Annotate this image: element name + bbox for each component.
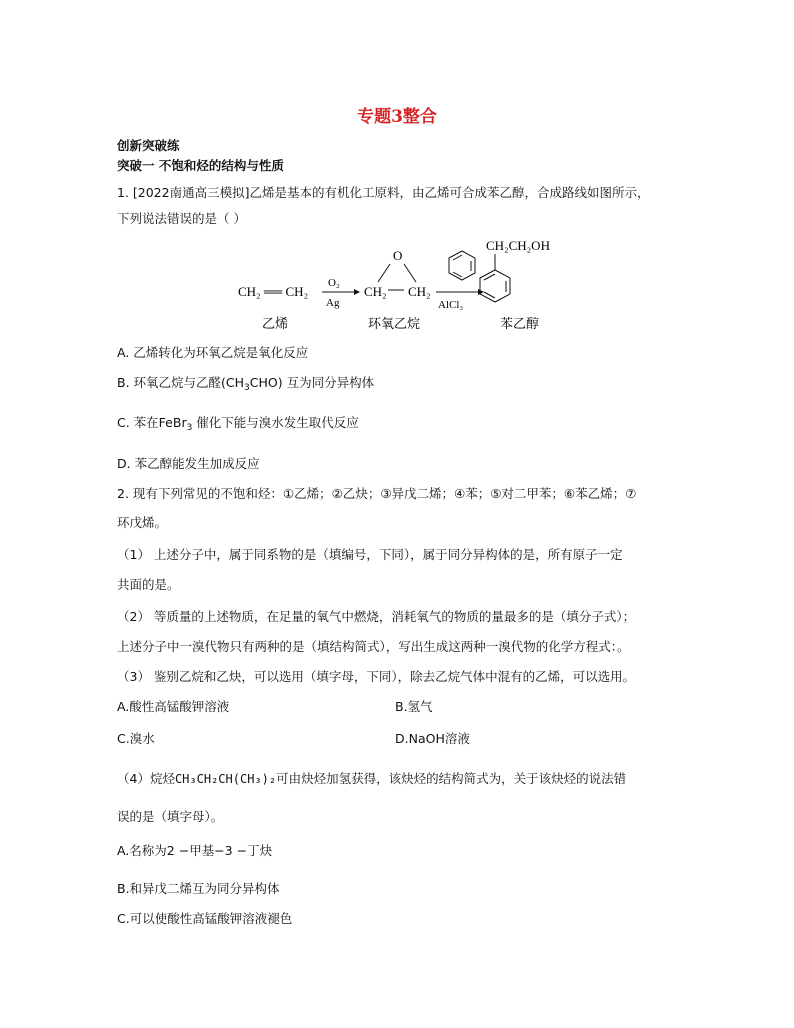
q2-stem-line2: 环戊烯。 <box>117 515 168 530</box>
q1-option-c-sub: 3 <box>186 423 193 433</box>
q2-part1-line1: （1） 上述分子中，属于同系物的是（填编号，下同），属于同分异构体的是，所有原子一定 <box>117 547 623 562</box>
q2-part4-option-c: C.可以使酸性高锰酸钾溶液褪色 <box>117 911 293 926</box>
arrow-head-1 <box>354 289 360 295</box>
name-ethylene: 乙烯 <box>262 316 289 331</box>
q1-option-c-pre: C. 苯在FeBr <box>117 415 187 430</box>
q2-part4-post: 可由炔烃加氢获得，该炔烃的结构简式为，关于该炔烃的说法错 <box>276 771 627 786</box>
q1-stem-line1: 1. [2022南通高三模拟]乙烯是基本的有机化工原料，由乙烯可合成苯乙醇，合成路线如图所示， <box>117 185 650 200</box>
subsection-heading: 突破一 不饱和烃的结构与性质 <box>117 158 284 173</box>
reagent-o2: O₂ <box>328 277 340 289</box>
page-title: 专题3整合 <box>357 107 437 127</box>
q1-option-b-pre: B. 环氧乙烷与乙醛(CH <box>117 375 245 390</box>
q2-part3-option-d: D.NaOH溶液 <box>395 731 470 746</box>
ethylene-formula: CH₂ ══ CH₂ <box>238 284 309 299</box>
q2-part4-line1 <box>117 770 626 788</box>
catalyst-ag: Ag <box>326 297 340 309</box>
q2-part3-option-b: B.氢气 <box>395 699 433 714</box>
q2-part2-line1: （2） 等质量的上述物质，在足量的氧气中燃烧，消耗氧气的物质的量最多的是（填分子式）； <box>117 609 636 624</box>
q2-part3-line1: （3） 鉴别乙烷和乙炔，可以选用（填字母，下同），除去乙烷气体中混有的乙烯，可以选用。 <box>117 669 636 684</box>
q1-option-b <box>117 374 374 397</box>
name-product: 苯乙醇 <box>500 316 540 331</box>
q1-option-b-post: CHO) 互为同分异构体 <box>249 375 375 390</box>
q1-stem-line2: 下列说法错误的是（ ） <box>117 211 246 226</box>
alkane-formula: CH₃CH₂CH(CH₃)₂ <box>174 772 277 786</box>
name-epoxide: 环氧乙烷 <box>368 316 421 331</box>
section-heading: 创新突破练 <box>117 138 180 153</box>
q2-part4-option-a: A.名称为2 −甲基−3 −丁炔 <box>117 843 273 858</box>
q1-option-c-post: 催化下能与溴水发生取代反应 <box>192 415 359 430</box>
epoxide-bond-right <box>404 264 416 282</box>
q1-option-b-sub: 3 <box>244 383 250 393</box>
synthesis-route-scheme <box>220 228 580 338</box>
q2-stem-line1: 2. 现有下列常见的不饱和烃：①乙烯；②乙炔；③异戊二烯；④苯；⑤对二甲苯；⑥苯乙烯；⑦ <box>117 486 637 501</box>
q2-part3-option-c: C.溴水 <box>117 731 155 746</box>
catalyst-alcl3: AlCl₃ <box>438 299 464 311</box>
q2-part2-line2: 上述分子中一溴代物只有两种的是（填结构简式），写出生成这两种一溴代物的化学方程式：。 <box>117 639 630 654</box>
epoxide-oxygen: O <box>393 248 403 263</box>
q2-part3-option-a: A.酸性高锰酸钾溶液 <box>117 699 230 714</box>
product-substituent: CH₂CH₂OH <box>486 238 550 253</box>
q2-part4-option-b: B.和异戊二烯互为同分异构体 <box>117 881 280 896</box>
q1-option-d: D. 苯乙醇能发生加成反应 <box>117 456 260 471</box>
q2-part1-line2: 共面的是。 <box>117 577 180 592</box>
epoxide-bond-left <box>378 264 390 282</box>
q1-option-c <box>117 414 359 437</box>
epoxide-ch2-left: CH₂ <box>364 284 387 299</box>
q1-option-a: A. 乙烯转化为环氧乙烷是氧化反应 <box>117 345 309 360</box>
benzene-reagent-double-1 <box>453 255 462 260</box>
q2-part4-pre: （4）烷烃 <box>117 771 175 786</box>
epoxide-ch2-right: CH₂ <box>408 284 431 299</box>
q2-part4-line2: 误的是（填字母）。 <box>117 809 224 824</box>
